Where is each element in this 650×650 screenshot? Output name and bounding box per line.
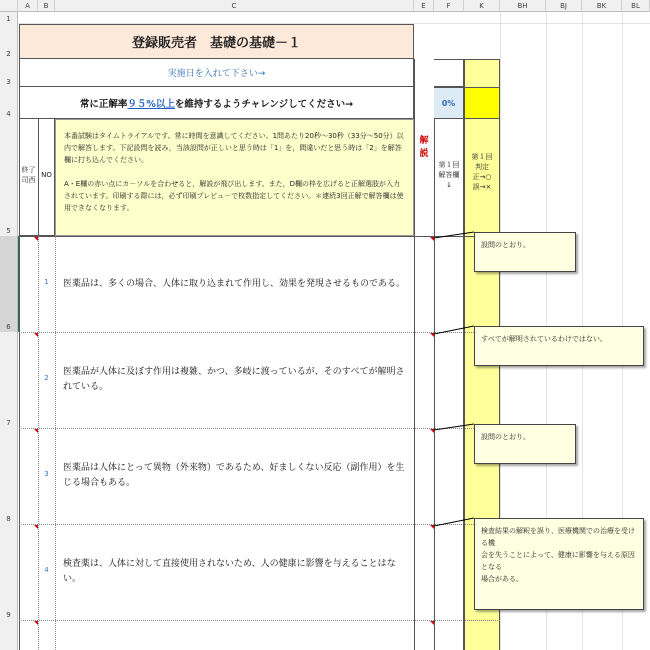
comment-indicator[interactable] [430,621,434,625]
row-divider [19,620,500,621]
column-header-a[interactable]: A [18,0,38,12]
column-header-bh[interactable]: BH [500,0,546,12]
correct-rate-cell: 0% [434,87,464,119]
date-prompt[interactable]: 実施日を入れて下さい→ [19,59,414,87]
judge-column-label: 第１回 判定 正→○ 誤→× [471,153,493,191]
comment-indicator[interactable] [430,429,434,433]
question-text[interactable]: 検査薬は、人体に対して直接使用されないため、人の健康に影響を与えることはない。 [63,559,396,584]
instructions-paragraph-2: A・E欄の赤い点にカ－ソルを合わせると，解説が飛び出します。また，D欄の枠を広げると正解選肢が入力されています。印刷する際には，必ず印刷プレビュ－で枚数指定してください。＊連続3回正解で解答欄は使用できなくなります。 [64,180,404,212]
row-header-8[interactable]: 8 [0,428,18,524]
row-header-5[interactable]: 5 [0,119,18,236]
target-text-before: 常に正解率 [79,98,128,110]
question-text[interactable]: 医薬品が人体に及ぼす作用は複雑、かつ、多岐に渡っているが、そのすべてが解明されている。 [63,367,405,392]
comment-indicator[interactable] [34,621,38,625]
comment-indicator[interactable] [34,525,38,529]
column-header-k[interactable]: K [464,0,500,12]
comment-popup: 検査結果の解釈を誤り、医療機関での治療を受ける機 会を失うことによって、健康に影響を与える原因となる 場合がある。 [474,518,644,610]
comment-indicator[interactable] [430,237,434,241]
comment-indicator[interactable] [430,525,434,529]
row-header-1[interactable]: 1 [0,12,18,24]
rate-judge-cell[interactable] [464,87,500,119]
column-header-bj[interactable]: BJ [546,0,582,12]
column-header-f[interactable]: F [434,0,464,12]
column-header-bk[interactable]: BK [582,0,622,12]
comment-popup: 設問のとおり。 [474,232,576,272]
column-header-b[interactable]: B [38,0,55,12]
column-header-bl[interactable]: BL [622,0,650,12]
comment-popup: すべてが解明されているわけではない。 [474,326,644,366]
date-input-cell[interactable] [434,59,464,87]
no-label: NO [41,171,52,179]
question-text[interactable]: 医薬品は人体にとって異物（外来物）であるため、好ましくない反応（副作用）を生じる場合もある。 [63,463,405,488]
select-all-corner[interactable] [0,0,18,12]
kaisetsu-label: 解 説 [419,136,429,159]
left-border [19,236,20,650]
instructions-paragraph-1: 本番試験はタイムトライアルです。常に時間を意識してください。1問あたり20秒～30秒（33分～50分）以内で解答します。下記設問を読み，当該設問が正しいと思う時は「1」を，間違いだと思う時は「2」を解答欄に打ち込んでください。 [64,132,404,164]
question-number: 1 [44,278,49,286]
question-text[interactable]: 医薬品は、多くの場合、人体に取り込まれて作用し、効果を発現させるものである。 [63,278,406,289]
comment-popup: 設問のとおり。 [474,424,576,464]
row-header-4[interactable]: 4 [0,87,18,119]
question-number: 4 [44,566,49,574]
row-header-9[interactable]: 9 [0,524,18,620]
comment-indicator[interactable] [34,237,38,241]
answer-column-label: 第１回 解答欄 ↓ [438,161,460,189]
question-number: 2 [44,374,49,382]
column-header-e[interactable]: E [414,0,434,12]
comment-indicator[interactable] [34,333,38,337]
row-header-7[interactable]: 7 [0,332,18,428]
comment-indicator[interactable] [430,333,434,337]
target-highlight: ９５%以上 [127,98,175,110]
question-number: 3 [44,470,49,478]
row-header-2[interactable]: 2 [0,24,18,59]
divider-no [38,236,39,650]
sheet-title: 登録販売者 基礎の基礎－１ [19,24,414,59]
instructions-box [55,119,414,236]
comment-indicator[interactable] [34,429,38,433]
finished-label: 終了 司西 [21,166,36,184]
target-rate-message [19,87,414,119]
row-header-3[interactable]: 3 [0,59,18,87]
row-header-6[interactable]: 6 [0,236,18,332]
row-header-10[interactable] [0,620,18,650]
answer-input-column[interactable] [434,236,464,650]
target-text-after: を維持するようチャレンジしてください→ [174,98,354,110]
judge-date-cell[interactable] [464,59,500,87]
column-header-c[interactable]: C [55,0,414,12]
